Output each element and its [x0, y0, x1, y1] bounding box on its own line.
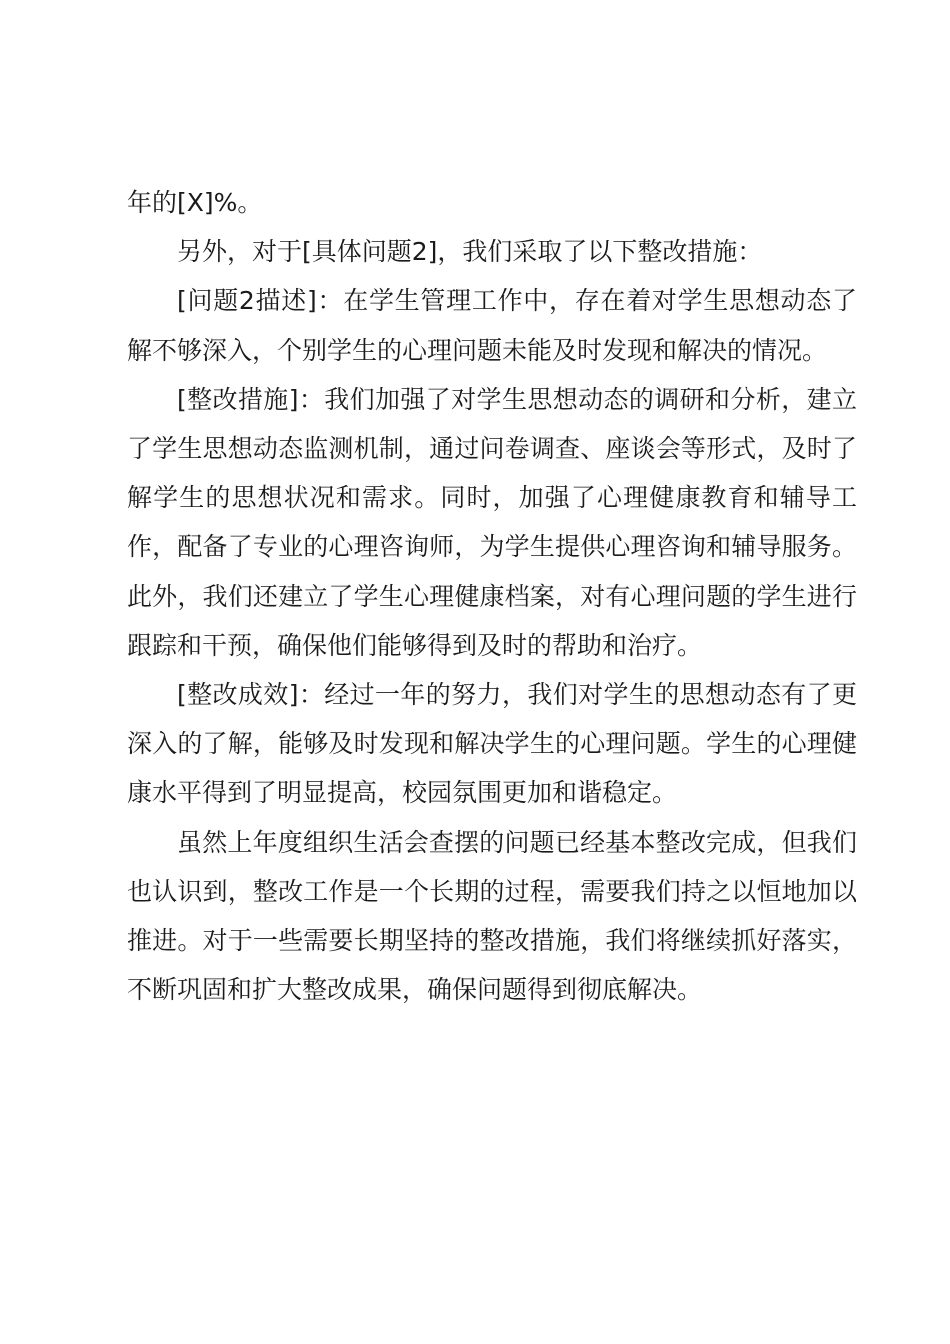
- paragraph-rectification-results: [整改成效]：经过一年的努力，我们对学生的思想动态有了更深入的了解，能够及时发现和解决学生的心理问题。学生的心理健康水平得到了明显提高，校园氛围更加和谐稳定。: [127, 680, 857, 808]
- paragraph-rectification-measures: [整改措施]：我们加强了对学生思想动态的调研和分析，建立了学生思想动态监测机制，通过问卷调查、座谈会等形式，及时了解学生的思想状况和需求。同时，加强了心理健康教育和辅导工作，配备了专业的心理咨询师，为学生提供心理咨询和辅导服务。此外，我们还建立了学生心理健康档案，对有心理问题的学生进行跟踪和干预，确保他们能够得到及时的帮助和治疗。: [127, 384, 857, 660]
- paragraph-issue-description: [问题2描述]：在学生管理工作中，存在着对学生思想动态了解不够深入，个别学生的心理问题未能及时发现和解决的情况。: [127, 286, 857, 365]
- paragraph-conclusion: 虽然上年度组织生活会查摆的问题已经基本整改完成，但我们也认识到，整改工作是一个长期的过程，需要我们持之以恒地加以推进。对于一些需要长期坚持的整改措施，我们将继续抓好落实，不断巩固和扩大整改成果，确保问题得到彻底解决。: [127, 827, 857, 1005]
- paragraph-continuation: 年的[X]%。: [127, 188, 263, 217]
- paragraph-intro-issue-2: 另外，对于[具体问题2]，我们采取了以下整改措施：: [177, 237, 763, 267]
- document-body: [127, 178, 857, 1014]
